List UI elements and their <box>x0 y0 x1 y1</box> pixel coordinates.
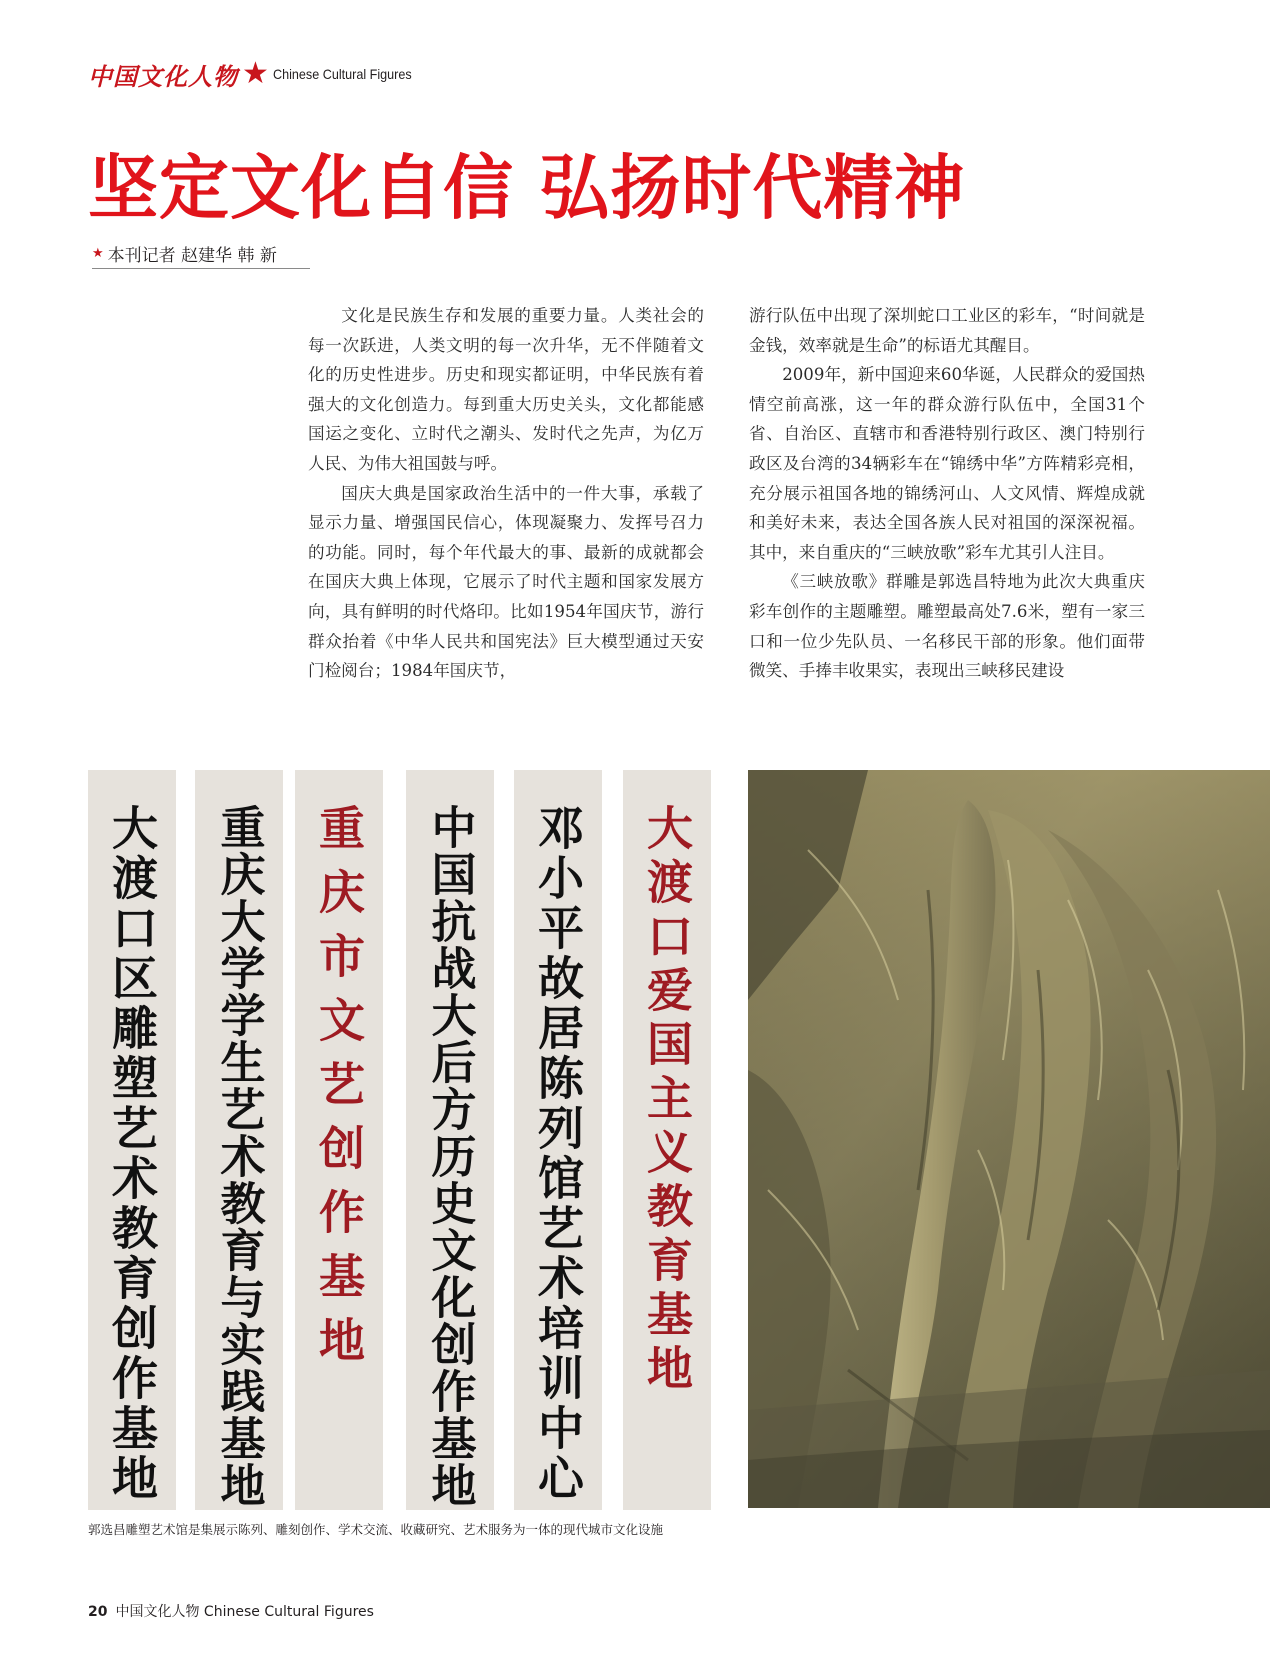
plaque-banners <box>88 770 714 1510</box>
page-number: 20 <box>88 1604 108 1620</box>
plaque-text: 邓小平故居陈列馆艺术培训中心 <box>531 804 585 1504</box>
plaque-text: 重庆市文艺创作基地 <box>312 804 366 1380</box>
star-icon: ★ <box>242 56 269 91</box>
byline <box>92 238 310 269</box>
plaque-banner <box>406 770 494 1510</box>
magazine-brand <box>88 56 427 92</box>
plaque-banner <box>195 770 283 1510</box>
byline-text: 本刊记者 赵建华 韩 新 <box>107 245 277 266</box>
paragraph: 《三峡放歌》群雕是郭选昌特地为此次大典重庆彩车创作的主题雕塑。雕塑最高处7.6米，塑有一家三口和一位少先队员、一名移民干部的形象。他们面带微笑、手捧丰收果实，表现出三峡移民建设 <box>749 572 1145 681</box>
paragraph: 游行队伍中出现了深圳蛇口工业区的彩车，“时间就是金钱，效率就是生命”的标语尤其醒目。 <box>749 306 1145 355</box>
plaque-text: 重庆大学学生艺术教育与实践基地 <box>212 804 266 1509</box>
article-title: 坚定文化自信 弘扬时代精神 <box>88 147 966 229</box>
paragraph: 2009年，新中国迎来60华诞，人民群众的爱国热情空前高涨，这一年的群众游行队伍中，全国31个省、自治区、直辖市和香港特别行政区、澳门特别行政区及台湾的34辆彩车在“锦绣中华”方阵精彩亮相，充分展示祖国各地的锦绣河山、人文风情、辉煌成就和美好未来，表达全国各族人民对祖国的深深祝福。其中，来自重庆的“三峡放歌”彩车尤其引人注目。 <box>749 365 1145 562</box>
plaque-text: 中国抗战大后方历史文化创作基地 <box>423 804 477 1509</box>
footer-magazine-name: 中国文化人物 Chinese Cultural Figures <box>115 1604 374 1620</box>
paragraph: 国庆大典是国家政治生活中的一件大事，承载了显示力量、增强国民信心，体现凝聚力、发挥号召力的功能。同时，每个年代最大的事、最新的成就都会在国庆大典上体现，它展示了时代主题和国家发展方向，具有鲜明的时代烙印。比如1954年国庆节，游行群众抬着《中华人民共和国宪法》巨大模型通过天安门检阅台；1984年国庆节， <box>308 483 704 681</box>
plaque-banner <box>88 770 176 1510</box>
paragraph: 文化是民族生存和发展的重要力量。人类社会的每一次跃进，人类文明的每一次升华，无不伴随着文化的历史性进步。历史和现实都证明，中华民族有着强大的文化创造力。每到重大历史关头，文化都能感国运之变化、立时代之潮头、发时代之先声，为亿万人民、为伟大祖国鼓与呼。 <box>308 306 704 473</box>
star-icon: ★ <box>92 245 104 261</box>
plaque-text: 大渡口区雕塑艺术教育创作基地 <box>105 804 159 1504</box>
plaque-banner <box>623 770 711 1510</box>
plaque-banner <box>295 770 383 1510</box>
plaque-text: 大渡口爱国主义教育基地 <box>640 804 694 1398</box>
body-column-left <box>308 301 704 686</box>
plaque-banner <box>514 770 602 1510</box>
relief-sculpture-photo <box>748 770 1270 1508</box>
page-footer <box>88 1601 374 1621</box>
brand-name-en: Chinese Cultural Figures <box>272 66 412 82</box>
body-column-right <box>749 301 1145 686</box>
photo-caption: 郭选昌雕塑艺术馆是集展示陈列、雕刻创作、学术交流、收藏研究、艺术服务为一体的现代城市文化设施 <box>88 1522 664 1537</box>
brand-name-cn: 中国文化人物 <box>88 61 238 91</box>
